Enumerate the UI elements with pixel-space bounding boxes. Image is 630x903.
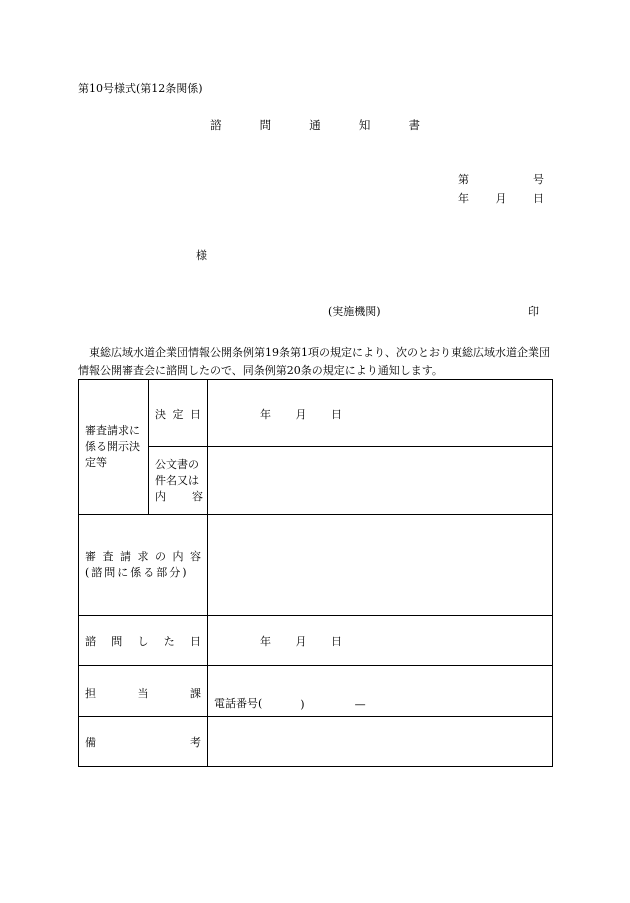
table-row [79,717,553,767]
label-char: 内 [155,489,166,503]
ymd-day: 日 [331,634,342,648]
request-content-sub: (諮問に係る部分) [85,566,189,579]
table-row [79,616,553,666]
label-char: 請 [120,550,131,563]
phone-label: 電話番号( [214,697,263,710]
table-row [79,515,553,616]
title-char: 書 [408,118,420,132]
label-line: 件名又は [155,473,199,487]
label-char: 容 [190,550,201,563]
title-char: 問 [259,118,272,132]
label-char: 問 [111,634,123,648]
decision-date-value-cell[interactable] [208,380,553,447]
number-suffix: 号 [533,173,544,186]
date-month: 月 [495,192,507,205]
document-number-line [458,173,544,187]
table-row [79,666,553,717]
remarks-label-cell [79,717,208,767]
label-char: た [163,634,175,648]
group-label-cell [79,380,149,515]
person-in-charge-value-cell[interactable] [208,666,553,717]
seal-label: 印 [528,305,539,318]
organization-label: (実施機関) [328,305,381,318]
inquiry-date-label-cell [79,616,208,666]
table-row [79,380,553,447]
person-in-charge-label-cell [79,666,208,717]
label-char: 日 [190,634,201,648]
label-char: 査 [102,550,114,563]
label-char: 決 [155,408,166,421]
date-day: 日 [533,192,544,205]
body-text: 東総広域水道企業団情報公開条例第19条第1項の規定により、次のとおり東総広域水道企業団情報公開審査会に諮問したので、同条例第20条の規定により通知します。 [78,346,550,377]
phone-line [208,667,552,715]
label-char: 備 [85,735,96,749]
inquiry-date-value-cell[interactable] [208,616,553,666]
label-char: 考 [190,735,201,749]
label-char: し [137,634,149,648]
group-label-line: 審査請求に [85,424,140,437]
addressee-suffix: 様 [196,249,207,262]
decision-date-label-cell [149,380,208,447]
document-name-value-cell[interactable] [208,447,553,515]
label-char: 内 [172,550,184,563]
ymd-year: 年 [260,634,271,648]
title-char: 諮 [210,118,222,132]
remarks-value-cell[interactable] [208,717,553,767]
phone-close: ) [300,698,305,711]
form-id: 第10号様式(第12条関係) [78,82,203,95]
group-label-line: 係る開示決 [85,440,140,453]
label-char: 日 [190,408,201,421]
ymd-year: 年 [260,408,271,421]
ymd-month: 月 [295,634,307,648]
notice-table [78,379,553,767]
phone-dash: — [354,698,366,711]
document-date-line [458,192,544,206]
label-char: 課 [190,687,201,700]
document-title [210,117,420,133]
number-prefix: 第 [458,173,469,186]
title-char: 通 [309,118,321,132]
label-char: 容 [192,489,203,503]
label-char: 求 [137,550,149,563]
label-char: の [155,550,166,563]
label-char: 当 [137,687,149,700]
date-year: 年 [458,192,469,205]
table-row [79,447,553,515]
ymd-day: 日 [331,408,342,421]
label-char: 諮 [85,634,96,648]
request-content-label-cell [79,515,208,616]
document-name-label-cell [149,447,208,515]
group-label-line: 定等 [85,456,107,469]
label-char: 審 [85,550,96,563]
ymd-month: 月 [295,408,307,421]
label-char: 担 [85,687,96,700]
label-line: 公文書の [155,457,199,471]
request-content-value-cell[interactable] [208,515,553,616]
title-char: 知 [358,118,371,132]
label-char: 定 [172,408,184,421]
